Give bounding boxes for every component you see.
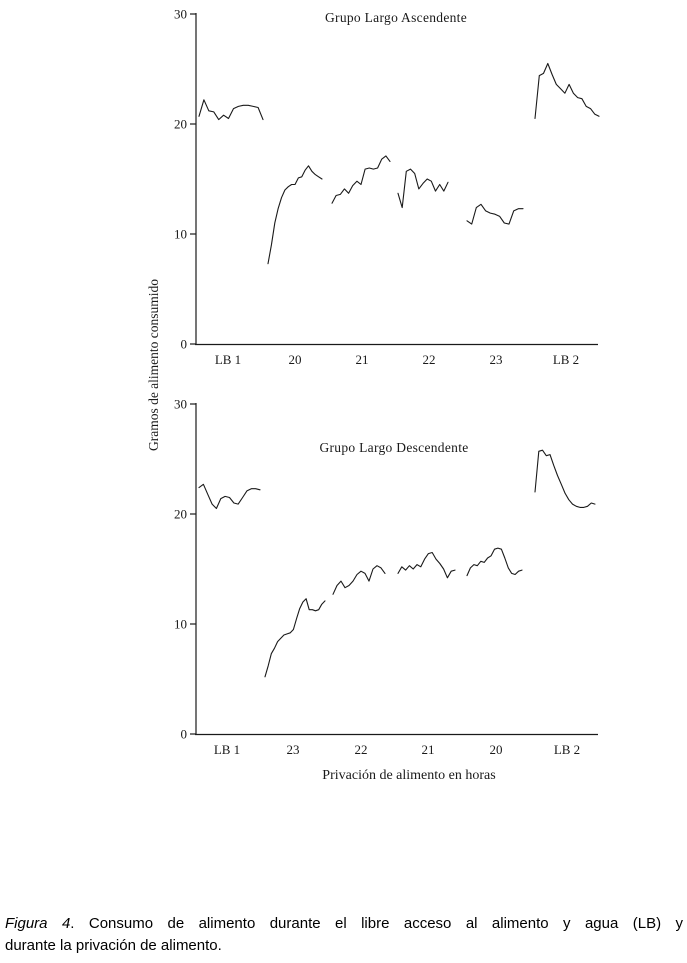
chart-title: Grupo Largo Descendente	[319, 440, 469, 455]
chart-title: Grupo Largo Ascendente	[324, 10, 468, 25]
x-category-label: 20	[288, 352, 302, 367]
caption-line-1-text: . Consumo de alimento durante el libre acceso al alimento y agua (LB) y	[70, 915, 683, 932]
y-tick-label: 0	[180, 336, 187, 352]
series-segment-21	[398, 553, 455, 578]
x-category-label: LB 2	[553, 742, 581, 757]
y-tick-label: 30	[174, 396, 187, 412]
x-axis-title: Privación de alimento en horas	[322, 768, 496, 783]
y-axis-label: Gramos de alimento consumido	[146, 278, 161, 452]
y-tick-label: 0	[180, 726, 187, 742]
series-segment-lb-2	[535, 64, 599, 119]
series-segment-22	[398, 169, 448, 208]
x-category-label: 21	[355, 352, 369, 367]
y-tick-label: 10	[174, 226, 187, 242]
figure-caption	[5, 913, 683, 956]
series-segment-lb-1	[199, 484, 260, 508]
series-segment-23	[265, 599, 325, 677]
y-tick-label: 20	[174, 116, 187, 132]
caption-line-2: durante la privación de alimento.	[5, 936, 222, 954]
series-segment-21	[332, 156, 390, 203]
series-segment-20	[467, 548, 522, 576]
x-category-label: LB 1	[213, 742, 241, 757]
y-tick-label: 20	[174, 506, 187, 522]
series-segment-23	[467, 204, 523, 224]
series-segment-22	[333, 566, 385, 595]
caption-figure-label: Figura 4	[5, 915, 71, 932]
x-category-label: 20	[489, 742, 503, 757]
x-category-label: LB 2	[552, 352, 580, 367]
y-tick-label: 10	[174, 616, 187, 632]
chart-descendente	[0, 390, 687, 810]
x-category-label: LB 1	[214, 352, 242, 367]
x-category-label: 23	[489, 352, 503, 367]
series-segment-20	[268, 166, 322, 264]
caption-line-1	[5, 913, 683, 935]
series-segment-lb-1	[199, 100, 263, 120]
x-category-label: 22	[422, 352, 436, 367]
x-category-label: 22	[354, 742, 368, 757]
x-category-label: 23	[286, 742, 300, 757]
y-tick-label: 30	[174, 6, 187, 22]
x-category-label: 21	[421, 742, 435, 757]
series-segment-lb-2	[535, 450, 595, 507]
chart-ascendente	[0, 0, 687, 380]
